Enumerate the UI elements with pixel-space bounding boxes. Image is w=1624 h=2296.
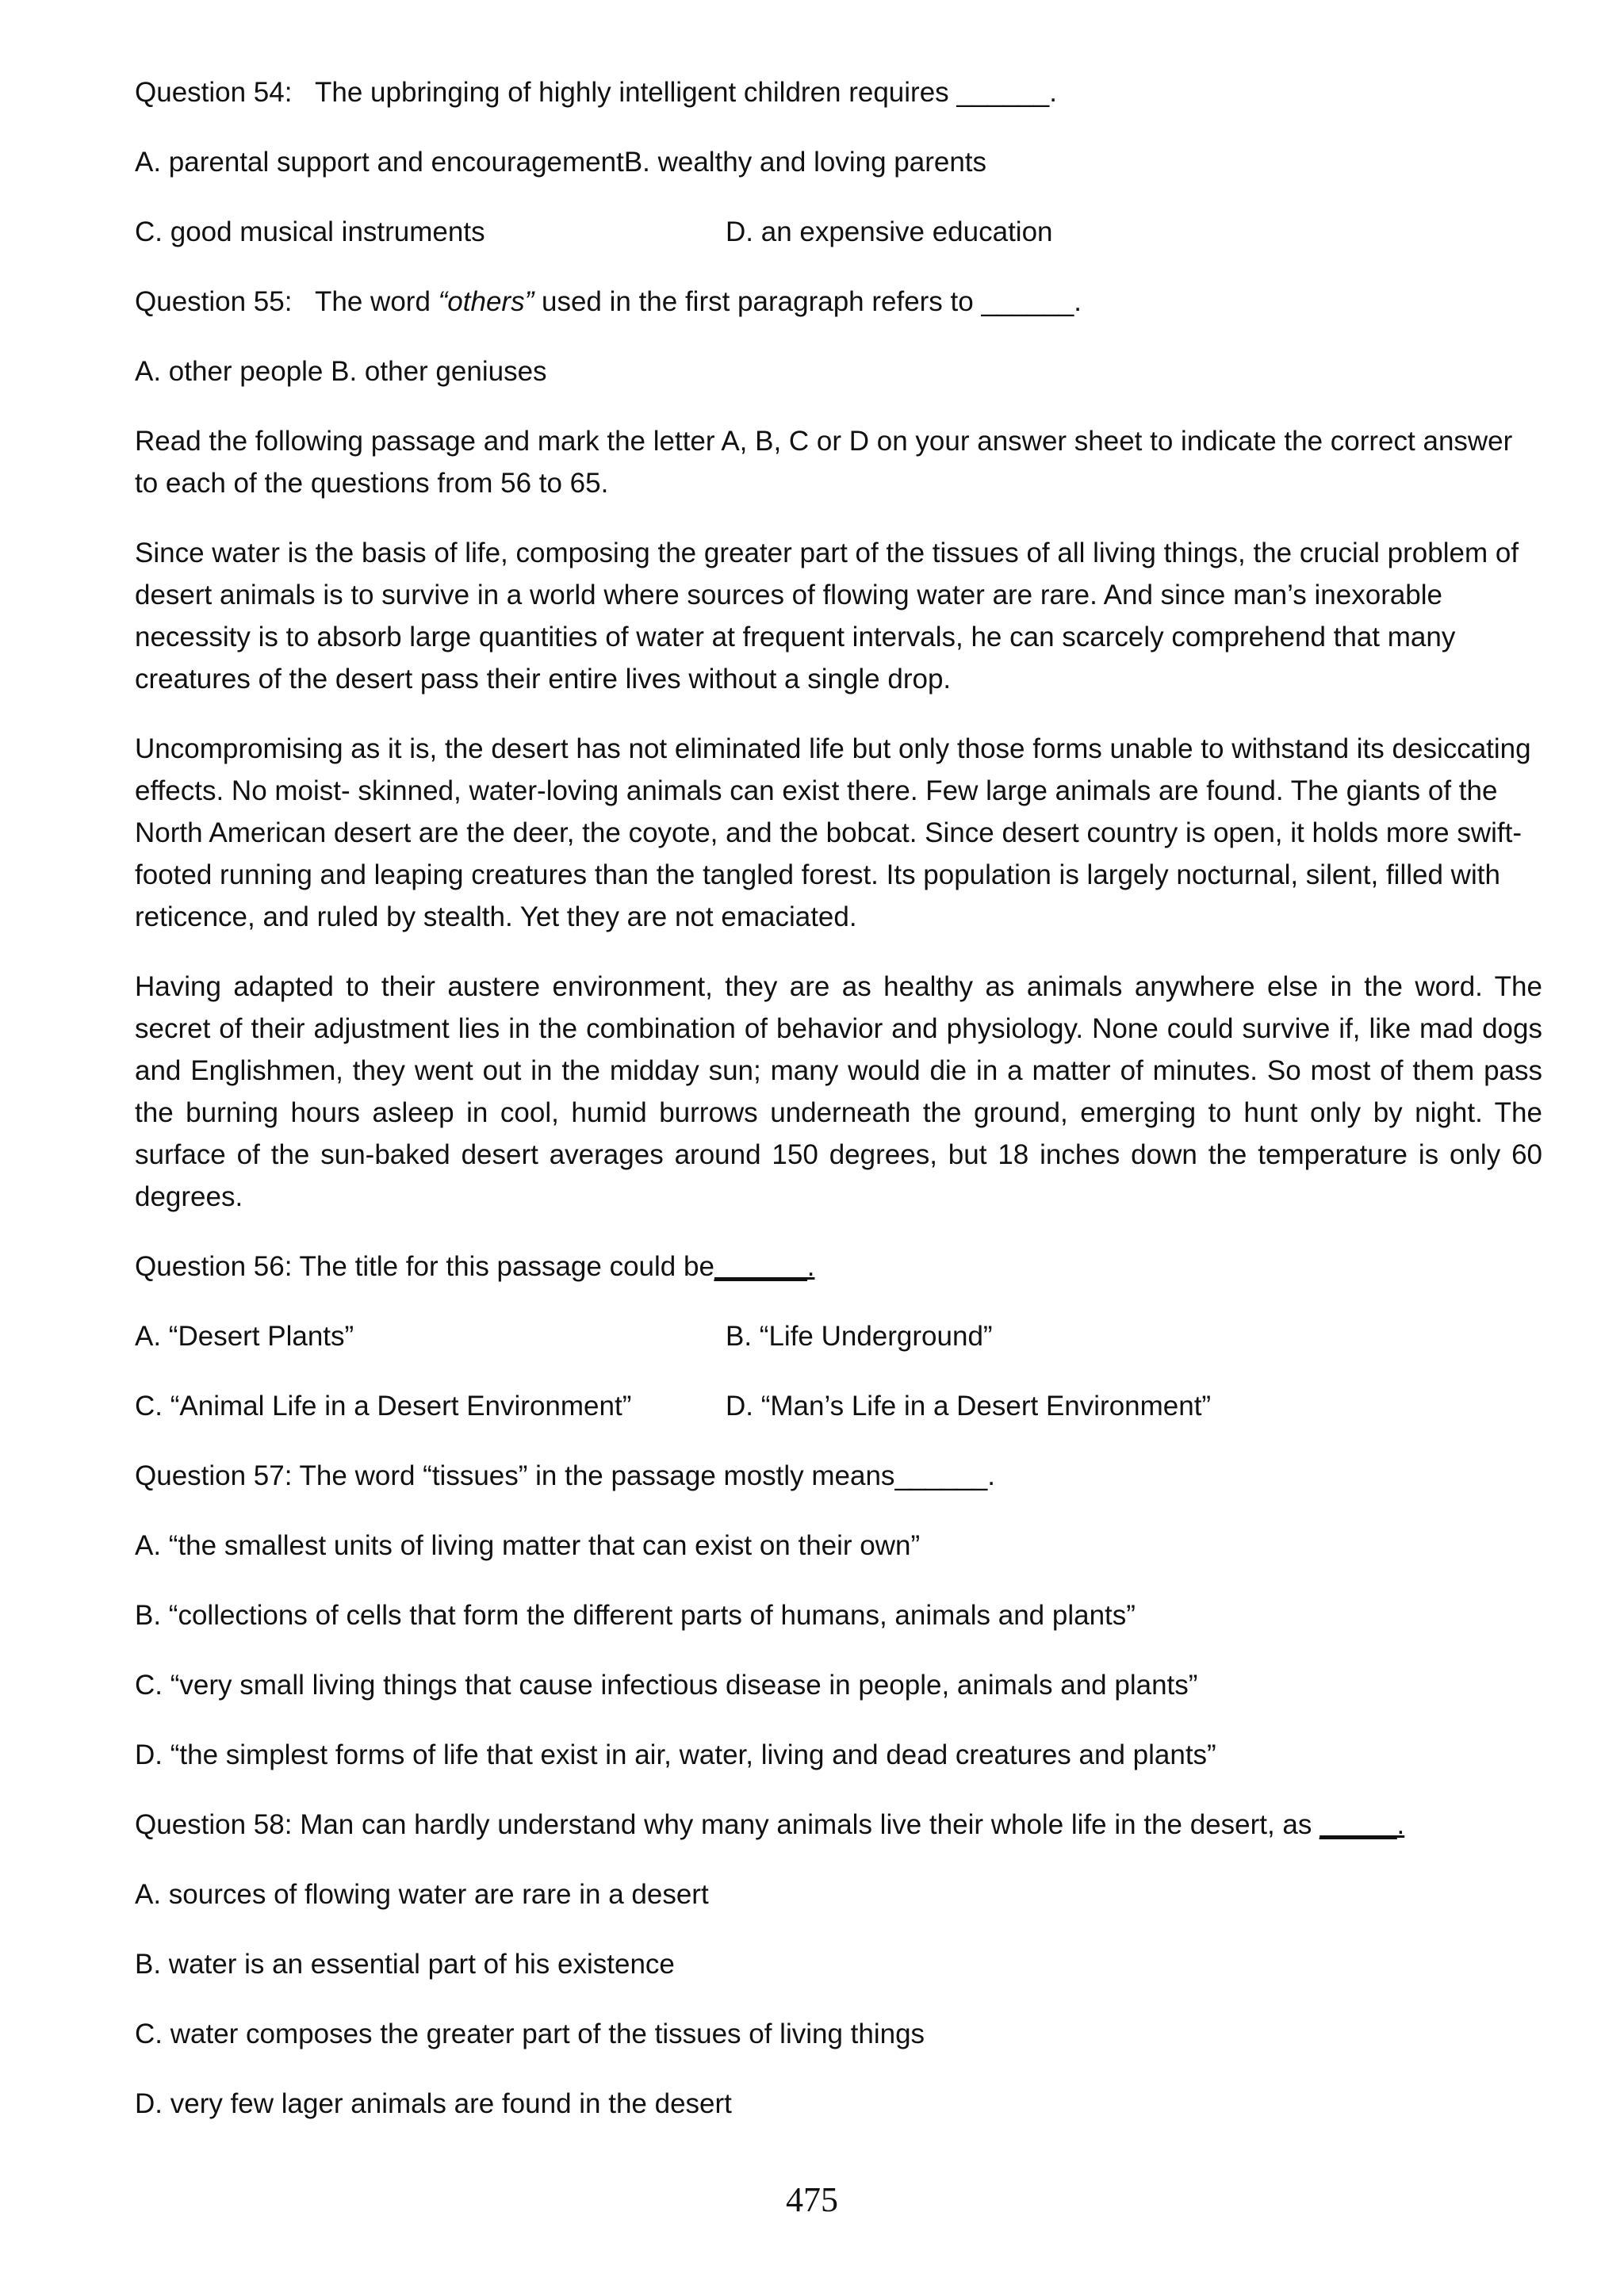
option-b: B. other geniuses bbox=[331, 356, 547, 387]
option-a: A. other people bbox=[135, 356, 324, 387]
option-a: A. sources of flowing water are rare in a desert bbox=[135, 1879, 709, 1910]
q55-options-row bbox=[135, 350, 1542, 392]
question-stem: Question 57: The word “tissues” in the passage mostly means bbox=[135, 1460, 895, 1491]
page-number: 475 bbox=[786, 2180, 838, 2219]
question-57 bbox=[135, 1455, 1542, 1497]
answer-blank: ______ bbox=[956, 77, 1050, 108]
option-d: D. “the simplest forms of life that exist in air, water, living and dead creatures and plants” bbox=[135, 1739, 1216, 1770]
option-b: B. “Life Underground” bbox=[726, 1321, 993, 1352]
option-c: C. good musical instruments bbox=[135, 216, 485, 247]
option-c: C. “very small living things that cause infectious disease in people, animals and plants” bbox=[135, 1670, 1198, 1701]
question-label: Question 55: bbox=[135, 286, 293, 317]
instructions: Read the following passage and mark the letter A, B, C or D on your answer sheet to indicate the correct answer to each of the questions from 56 to 65. bbox=[135, 426, 1513, 499]
question-end: . bbox=[987, 1460, 995, 1491]
page-content bbox=[135, 71, 1542, 2152]
option-d: D. very few lager animals are found in the desert bbox=[135, 2088, 732, 2119]
passage-paragraph-1: Since water is the basis of life, composing the greater part of the tissues of all living things, the crucial problem of desert animals is to survive in a world where sources of flowing water are rare. And since man’s inexorable necessity is to absorb large quantities of water at frequent intervals, he can scarcely comprehend that many creatures of the desert pass their entire lives without a single drop. bbox=[135, 538, 1519, 695]
option-a: A. “Desert Plants” bbox=[135, 1321, 354, 1352]
option-d: D. “Man’s Life in a Desert Environment” bbox=[726, 1391, 1212, 1422]
question-stem-end: used in the first paragraph refers to bbox=[541, 286, 974, 317]
question-end: . bbox=[1074, 286, 1082, 317]
question-56 bbox=[135, 1246, 1542, 1288]
option-c: C. “Animal Life in a Desert Environment” bbox=[135, 1391, 632, 1422]
q54-options-row-2 bbox=[135, 211, 1542, 253]
answer-blank: ______ bbox=[894, 1460, 988, 1491]
q56-options-row-2 bbox=[135, 1385, 1542, 1427]
option-a: A. parental support and encouragement bbox=[135, 147, 624, 178]
passage-paragraph-2: Uncompromising as it is, the desert has not eliminated life but only those forms unable to withstand its desiccating effects. No moist- skinned, water-loving animals can exist there. Few large animals are found. The giants of the North American desert are the deer, the coyote, and the bobcat. Since desert country is open, it holds more swift-footed running and leaping creatures than the tangled forest. Its population is largely nocturnal, silent, filled with reticence, and ruled by stealth. Yet they are not emaciated. bbox=[135, 733, 1531, 932]
option-b: B. wealthy and loving parents bbox=[623, 147, 987, 178]
answer-blank: ______. bbox=[714, 1251, 815, 1282]
question-58 bbox=[135, 1804, 1542, 1846]
option-d: D. an expensive education bbox=[726, 216, 1053, 247]
answer-blank: ______ bbox=[981, 286, 1074, 317]
question-stem-start: The word bbox=[315, 286, 431, 317]
question-label: Question 54: bbox=[135, 77, 293, 108]
question-stem: Question 58: Man can hardly understand why many animals live their whole life in the desert, as bbox=[135, 1809, 1320, 1840]
option-c: C. water composes the greater part of the tissues of living things bbox=[135, 2019, 925, 2049]
emphasized-word: “others” bbox=[438, 286, 534, 317]
question-54 bbox=[135, 71, 1542, 113]
question-end: . bbox=[1049, 77, 1057, 108]
option-b: B. “collections of cells that form the different parts of humans, animals and plants” bbox=[135, 1600, 1136, 1631]
question-stem: Question 56: The title for this passage could be bbox=[135, 1251, 714, 1282]
option-a: A. “the smallest units of living matter that can exist on their own” bbox=[135, 1530, 921, 1561]
q56-options-row-1 bbox=[135, 1315, 1542, 1357]
question-stem: The upbringing of highly intelligent children requires bbox=[315, 77, 949, 108]
q54-options-row-1 bbox=[135, 141, 1542, 183]
answer-blank: _____. bbox=[1320, 1809, 1405, 1840]
question-55 bbox=[135, 281, 1542, 323]
option-b: B. water is an essential part of his existence bbox=[135, 1949, 675, 1980]
passage-paragraph-3: Having adapted to their austere environment, they are as healthy as animals anywhere else in the word. The secret of their adjustment lies in the combination of behavior and physiology. None could survive if, like mad dogs and Englishmen, they went out in the midday sun; many would die in a matter of minutes. So most of them pass the burning hours asleep in cool, humid burrows underneath the ground, emerging to hunt only by night. The surface of the sun-baked desert averages around 150 degrees, but 18 inches down the temperature is only 60 degrees. bbox=[135, 971, 1542, 1212]
